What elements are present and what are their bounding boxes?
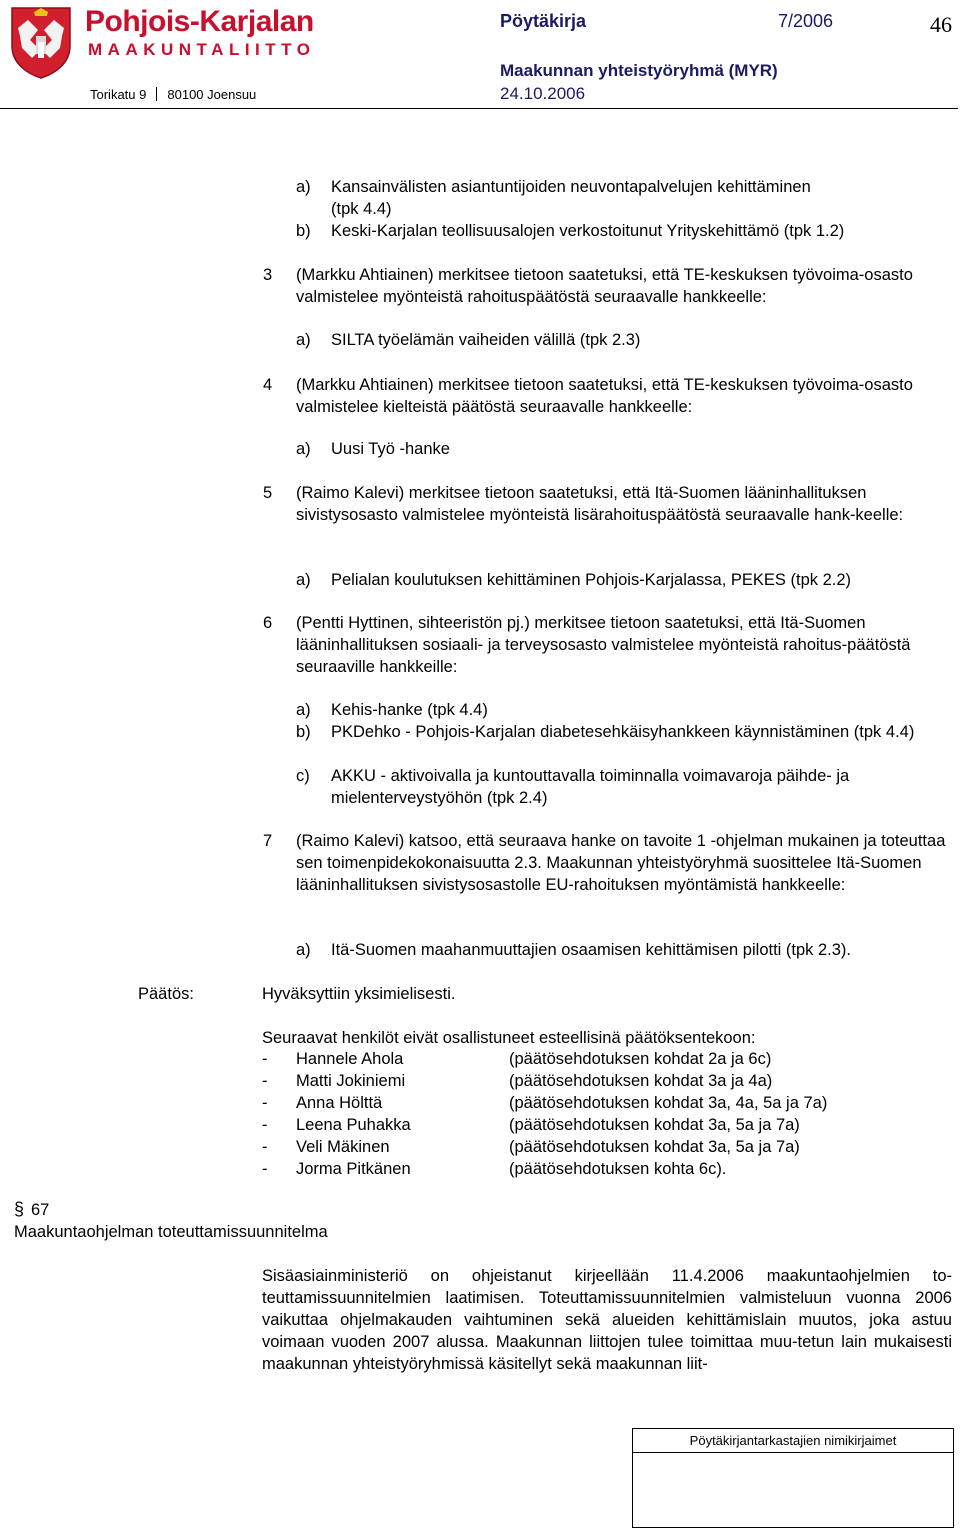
list-label: b) — [296, 222, 311, 240]
org-subtitle: MAAKUNTALIITTO — [88, 40, 316, 59]
list-label: a) — [296, 331, 311, 349]
address-separator — [156, 87, 157, 101]
list-item-text: Kansainvälisten asiantuntijoiden neuvontapalvelujen kehittäminen (tpk 4.4) — [331, 178, 811, 218]
list-bullet: - — [262, 1072, 268, 1090]
document-number: 7/2006 — [778, 11, 834, 31]
list-label: a) — [296, 440, 311, 458]
absent-person-note: (päätösehdotuksen kohta 6c). — [509, 1160, 727, 1178]
list-label: a) — [296, 571, 311, 589]
absent-person-note: (päätösehdotuksen kohdat 2a ja 6c) — [509, 1050, 772, 1068]
section-title: Maakuntaohjelman toteuttamissuunnitelma — [14, 1223, 328, 1241]
committee-name: Maakunnan yhteistyöryhmä (MYR) — [500, 61, 778, 80]
list-bullet: - — [262, 1050, 268, 1068]
header-divider — [0, 108, 958, 109]
item-text: (Markku Ahtiainen) merkitsee tietoon saatetuksi, että TE-keskuksen työvoima-osasto valmistelee kielteistä päätöstä seuraavalle hankkeelle: — [296, 376, 913, 416]
list-item-text: Keski-Karjalan teollisuusalojen verkostoitunut Yrityskehittämö (tpk 1.2) — [331, 222, 845, 240]
absent-person-note: (päätösehdotuksen kohdat 3a, 5a ja 7a) — [509, 1138, 800, 1156]
list-item-text: SILTA työelämän vaiheiden välillä (tpk 2.3) — [331, 331, 641, 349]
absent-person-note: (päätösehdotuksen kohdat 3a ja 4a) — [509, 1072, 773, 1090]
coat-of-arms-logo — [10, 6, 72, 80]
item-number: 3 — [263, 266, 273, 284]
absent-person-name: Leena Puhakka — [296, 1116, 411, 1134]
list-bullet: - — [262, 1116, 268, 1134]
list-bullet: - — [262, 1160, 268, 1178]
list-item-text: Pelialan koulutuksen kehittäminen Pohjois-Karjalassa, PEKES (tpk 2.2) — [331, 571, 852, 589]
item-text: (Markku Ahtiainen) merkitsee tietoon saatetuksi, että TE-keskuksen työvoima-osasto valmistelee myönteistä rahoituspäätöstä seuraavalle hankkeelle: — [296, 266, 913, 306]
list-label: c) — [296, 767, 310, 785]
page-number: 46 — [930, 12, 952, 37]
list-item-text: PKDehko - Pohjois-Karjalan diabetesehkäisyhankkeen käynnistäminen (tpk 4.4) — [331, 723, 915, 741]
item-number: 5 — [263, 484, 273, 502]
item-number: 4 — [263, 376, 273, 394]
list-bullet: - — [262, 1094, 268, 1112]
absent-person-name: Anna Hölttä — [296, 1094, 383, 1112]
decision-label: Päätös: — [138, 985, 194, 1003]
decision-text: Hyväksyttiin yksimielisesti. — [262, 985, 456, 1003]
section-paragraph: Sisäasiainministeriö on ohjeistanut kirjeellään 11.4.2006 maakuntaohjelmien to-teuttamissuunnitelmien laatimisen. Toteuttamissuunnitelmien valmisteluun vuonna 2006 vaikuttaa ohjelmakauden vaihtuminen sekä alueiden kehittämislain muutos, joka astuu voimaan vuoden 2007 alussa. Maakunnan liittojen tulee toimittaa muu-tetun lain mukaisesti maakunnan yhteistyöryhmissä käsitellyt sekä maakunnan liit- — [262, 1267, 952, 1373]
absent-person-name: Veli Mäkinen — [296, 1138, 390, 1156]
document-type: Pöytäkirja — [500, 11, 587, 31]
list-item-text: Kehis-hanke (tpk 4.4) — [331, 701, 488, 719]
list-label: a) — [296, 941, 311, 959]
item-text: (Pentti Hyttinen, sihteeristön pj.) merkitsee tietoon saatetuksi, että Itä-Suomen lääninhallituksen sosiaali- ja terveysosasto valmistelee myönteistä rahoitus-päätöstä seuraaville hankkeille: — [296, 614, 911, 676]
absent-person-note: (päätösehdotuksen kohdat 3a, 4a, 5a ja 7a) — [509, 1094, 828, 1112]
meeting-date: 24.10.2006 — [500, 84, 586, 103]
item-text: (Raimo Kalevi) merkitsee tietoon saatetuksi, että Itä-Suomen lääninhallituksen sivistysosasto valmistelee myönteistä lisärahoituspäätöstä seuraavalle hank-keelle: — [296, 484, 904, 524]
section-number: 67 — [31, 1201, 50, 1219]
list-label: b) — [296, 723, 311, 741]
signature-label: Pöytäkirjantarkastajien nimikirjaimet — [633, 1429, 953, 1453]
list-bullet: - — [262, 1138, 268, 1156]
item-text: (Raimo Kalevi) katsoo, että seuraava hanke on tavoite 1 -ohjelman mukainen ja toteuttaa sen toimenpidekokonaisuutta 2.3. Maakunnan yhteistyöryhmä suosittelee Itä-Suomen lääninhallituksen sivistysosastolle EU-rahoituksen myöntämistä hankkeelle: — [296, 832, 946, 894]
signature-box — [632, 1428, 954, 1528]
list-item-text: AKKU - aktivoivalla ja kuntouttavalla toiminnalla voimavaroja päihde- ja mielenterveystyöhön (tpk 2.4) — [331, 767, 850, 807]
list-label: a) — [296, 701, 311, 719]
list-item-text: Itä-Suomen maahanmuuttajien osaamisen kehittämisen pilotti (tpk 2.3). — [331, 941, 852, 959]
absent-intro: Seuraavat henkilöt eivät osallistuneet esteellisinä päätöksentekoon: — [262, 1029, 756, 1047]
address-city: 80100 Joensuu — [167, 87, 257, 102]
list-item-text: Uusi Työ -hanke — [331, 440, 450, 458]
absent-person-name: Jorma Pitkänen — [296, 1160, 411, 1178]
address — [90, 87, 256, 103]
list-label: a) — [296, 178, 311, 196]
org-name: Pohjois-Karjalan — [85, 5, 314, 38]
absent-person-note: (päätösehdotuksen kohdat 3a, 5a ja 7a) — [509, 1116, 800, 1134]
absent-person-name: Hannele Ahola — [296, 1050, 404, 1068]
absent-person-name: Matti Jokiniemi — [296, 1072, 406, 1090]
item-number: 7 — [263, 832, 273, 850]
section-sign: § — [14, 1199, 25, 1219]
item-number: 6 — [263, 614, 273, 632]
address-street: Torikatu 9 — [90, 87, 147, 102]
